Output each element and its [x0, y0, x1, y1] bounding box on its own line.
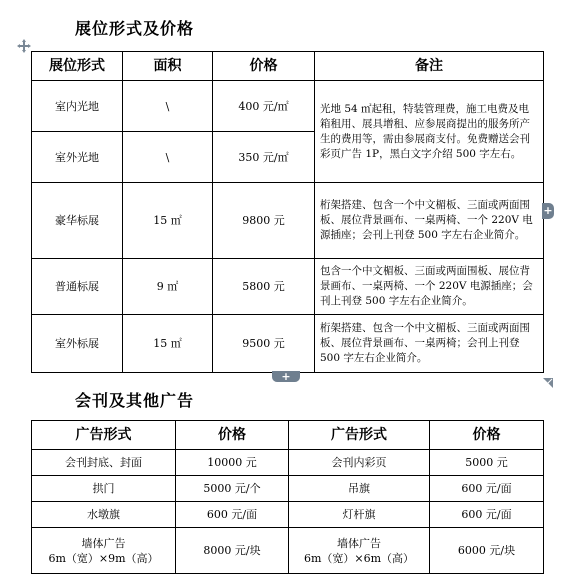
- ad-form-cell: [289, 528, 430, 574]
- table-move-handle-icon[interactable]: [17, 38, 31, 52]
- header-ad-form: 广告形式: [32, 421, 176, 450]
- table-row: [32, 450, 544, 476]
- table-row: [32, 476, 544, 502]
- table-row: [32, 502, 544, 528]
- booth-price-table: [31, 51, 544, 373]
- booth-form-cell: 室外标展: [32, 315, 123, 373]
- booth-area-cell: \: [123, 132, 213, 183]
- note-standard-cell: 包含一个中文楣板、三面或两面围板、展位背景画布、一桌两椅、一个 220V 电源插座；会刊上刊登 500 字左右企业简介。: [315, 259, 544, 315]
- table-row: [32, 259, 544, 315]
- table-row: [32, 183, 544, 259]
- ad-form-cell: 拱门: [32, 476, 176, 502]
- table-row: [32, 81, 544, 132]
- booth-form-cell: 室外光地: [32, 132, 123, 183]
- header-note: 备注: [315, 52, 544, 81]
- ad-form-cell: 灯杆旗: [289, 502, 430, 528]
- note-luxury-cell: 桁架搭建、包含一个中文楣板、三面或两面围板、展位背景画布、一桌两椅、一个 220V 电源插座；会刊上刊登 500 字左右企业简介。: [315, 183, 544, 259]
- booth-price-cell: 9500 元: [213, 315, 315, 373]
- booth-section-title: 展位形式及价格: [75, 19, 195, 38]
- header-ad-form-2: 广告形式: [289, 421, 430, 450]
- booth-price-cell: 5800 元: [213, 259, 315, 315]
- booth-price-cell: 9800 元: [213, 183, 315, 259]
- ad-price-cell: 10000 元: [176, 450, 289, 476]
- ad-form-cell: 吊旗: [289, 476, 430, 502]
- header-ad-price-2: 价格: [430, 421, 544, 450]
- booth-price-cell: 350 元/㎡: [213, 132, 315, 183]
- header-booth-form: 展位形式: [32, 52, 123, 81]
- ad-section-title: 会刊及其他广告: [75, 391, 195, 410]
- ad-price-cell: 600 元/面: [176, 502, 289, 528]
- wall-ad-label: 墙体广告: [337, 536, 381, 550]
- ad-price-table: [31, 420, 544, 574]
- table-header-row: [32, 52, 544, 81]
- ad-form-cell: 会刊封底、封面: [32, 450, 176, 476]
- header-ad-price: 价格: [176, 421, 289, 450]
- wall-ad-label: 墙体广告: [81, 536, 126, 550]
- ad-form-cell: 会刊内彩页: [289, 450, 430, 476]
- ad-price-cell: 5000 元: [430, 450, 544, 476]
- table-row: [32, 528, 544, 574]
- ad-form-cell: 水墩旗: [32, 502, 176, 528]
- booth-form-cell: 室内光地: [32, 81, 123, 132]
- ad-price-cell: 6000 元/块: [430, 528, 544, 574]
- note-land-cell: 光地 54 ㎡起租，特装管理费，施工电费及电箱租用、展具增租、应参展商提出的服务所产生的费用等，需由参展商支付。免费赠送会刊彩页广告 1P，黑白文字介绍 500 字左右。: [315, 81, 544, 183]
- note-outdoor-cell: 桁架搭建、包含一个中文楣板、三面或两面围板、展位背景画布、一桌两椅；会刊上刊登 500 字左右企业简介。: [315, 315, 544, 373]
- add-row-handle-icon[interactable]: +: [272, 371, 300, 382]
- add-column-handle-icon[interactable]: +: [543, 204, 553, 217]
- table-header-row: [32, 421, 544, 450]
- header-area: 面积: [123, 52, 213, 81]
- ad-price-cell: 600 元/面: [430, 502, 544, 528]
- ad-form-cell: [32, 528, 176, 574]
- ad-price-cell: 5000 元/个: [176, 476, 289, 502]
- wall-ad-size: 6m（宽）×9m（高）: [48, 551, 159, 565]
- wall-ad-size: 6m（宽）×6m（高）: [303, 551, 415, 565]
- booth-area-cell: \: [123, 81, 213, 132]
- table-resize-handle-icon[interactable]: [543, 373, 553, 383]
- booth-area-cell: 9 ㎡: [123, 259, 213, 315]
- booth-form-cell: 豪华标展: [32, 183, 123, 259]
- booth-area-cell: 15 ㎡: [123, 183, 213, 259]
- ad-price-cell: 600 元/面: [430, 476, 544, 502]
- booth-price-cell: 400 元/㎡: [213, 81, 315, 132]
- table-row: [32, 315, 544, 373]
- booth-area-cell: 15 ㎡: [123, 315, 213, 373]
- ad-price-cell: 8000 元/块: [176, 528, 289, 574]
- header-price: 价格: [213, 52, 315, 81]
- booth-form-cell: 普通标展: [32, 259, 123, 315]
